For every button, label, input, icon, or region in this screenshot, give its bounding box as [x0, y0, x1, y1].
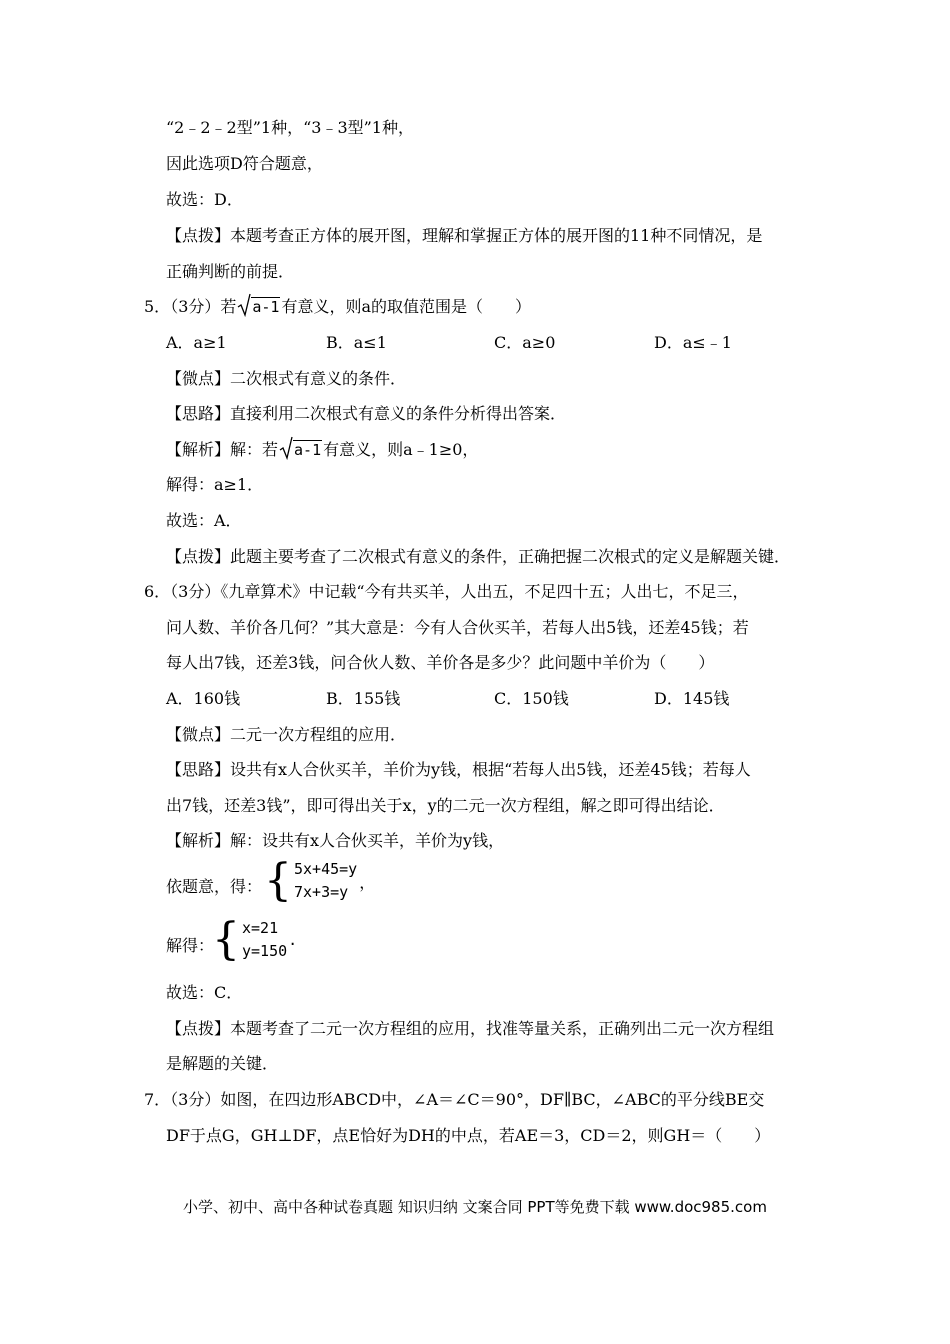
dianbo-text-line-2: 是解题的关键．: [166, 1054, 279, 1073]
text-line: 因此选项D符合题意，: [166, 154, 323, 173]
radical-sign-icon: [237, 293, 251, 317]
jiexi-text: 【解析】解：设共有x人合伙买羊，羊价为y钱，: [166, 831, 505, 850]
jiede-text: 解得：a≥1．: [166, 475, 264, 494]
brace-icon: {: [264, 855, 292, 906]
question-6-stem-line-3: 每人出7钱，还差3钱，问合伙人数、羊价各是多少？此问题中羊价为（ ）: [166, 653, 715, 672]
dianbo-text-line-1: 【点拨】本题考查了二元一次方程组的应用，找准等量关系，正确列出二元一次方程组: [166, 1019, 775, 1038]
question-score: （3分）若: [170, 297, 237, 316]
text-line: 故选：D．: [166, 190, 243, 209]
equation-row: x=21: [242, 919, 279, 937]
text-line: 【点拨】本题考查正方体的展开图，理解和掌握正方体的展开图的11种不同情况，是: [166, 226, 763, 245]
weidian-text: 【微点】二次根式有意义的条件．: [166, 369, 407, 388]
option-c: C．150钱: [494, 689, 569, 708]
equation-row: y=150: [242, 942, 288, 960]
equation-rows: [294, 858, 357, 904]
text-line: 正确判断的前提．: [166, 262, 295, 281]
question-7-stem-line-1: 7．（3分）如图，在四边形ABCD中，∠A＝∠C＝90°，DF∥BC，∠ABC的平分线BE交: [144, 1090, 765, 1109]
option-c: C．a≥0: [494, 333, 556, 352]
equation-system-2: [212, 914, 298, 965]
jiexi-head: 【解析】解：若: [166, 440, 279, 459]
option-b: B．155钱: [326, 689, 401, 708]
question-6-stem-line-1: 6．（3分）《九章算术》中记载“今有共买羊，人出五，不足四十五；人出七，不足三，: [144, 582, 749, 601]
sqrt-expression: [237, 296, 280, 318]
jiexi-text: [166, 439, 478, 461]
equation-row: 5x+45=y: [294, 860, 358, 878]
question-7-stem-line-2: DF于点G，GH⊥DF，点E恰好为DH的中点，若AE＝3，CD＝2，则GH＝（ ）: [166, 1126, 771, 1145]
equation-tail: ，: [359, 872, 376, 892]
equation-tail: .: [288, 931, 298, 949]
text-line: “2﹣2﹣2型”1种，“3﹣3型”1种，: [166, 118, 414, 137]
jiede-label: 解得：: [166, 936, 215, 955]
question-5-stem: [144, 296, 531, 318]
radicand: a-1: [252, 298, 280, 316]
weidian-text: 【微点】二元一次方程组的应用．: [166, 725, 407, 744]
silu-text-line-2: 出7钱，还差3钱”，即可得出关于x，y的二元一次方程组，解之即可得出结论．: [166, 796, 725, 815]
radical-sign-icon: [279, 436, 293, 460]
equation-rows: [242, 917, 287, 963]
silu-text: 【思路】直接利用二次根式有意义的条件分析得出答案．: [166, 404, 567, 423]
sqrt-expression: [279, 439, 322, 461]
option-a: A．a≥1: [166, 333, 227, 352]
silu-text-line-1: 【思路】设共有x人合伙买羊，羊价为y钱，根据“若每人出5钱，还差45钱；若每人: [166, 760, 751, 779]
option-d: D．a≤﹣1: [654, 333, 732, 352]
brace-icon: {: [212, 914, 240, 965]
option-b: B．a≤1: [326, 333, 387, 352]
option-d: D．145钱: [654, 689, 730, 708]
equation-row: 7x+3=y: [294, 883, 349, 901]
guxuan-text: 故选：A．: [166, 511, 242, 530]
question-tail: 有意义，则a的取值范围是（ ）: [281, 297, 532, 316]
option-a: A．160钱: [166, 689, 241, 708]
page-footer: 小学、初中、高中各种试卷真题 知识归纳 文案合同 PPT等免费下载 www.doc985.com: [183, 1198, 767, 1216]
yitiyi-label: 依题意，得：: [166, 877, 263, 896]
dianbo-text: 【点拨】此题主要考查了二次根式有意义的条件，正确把握二次根式的定义是解题关键．: [166, 547, 791, 566]
question-6-stem-line-2: 问人数、羊价各几何？”其大意是：今有人合伙买羊，若每人出5钱，还差45钱；若: [166, 618, 749, 637]
jiexi-tail: 有意义，则a﹣1≥0，: [323, 440, 479, 459]
radicand: a-1: [294, 441, 322, 459]
equation-system-1: [264, 855, 376, 906]
question-number: 5．: [144, 297, 171, 316]
guxuan-text: 故选：C．: [166, 983, 243, 1002]
